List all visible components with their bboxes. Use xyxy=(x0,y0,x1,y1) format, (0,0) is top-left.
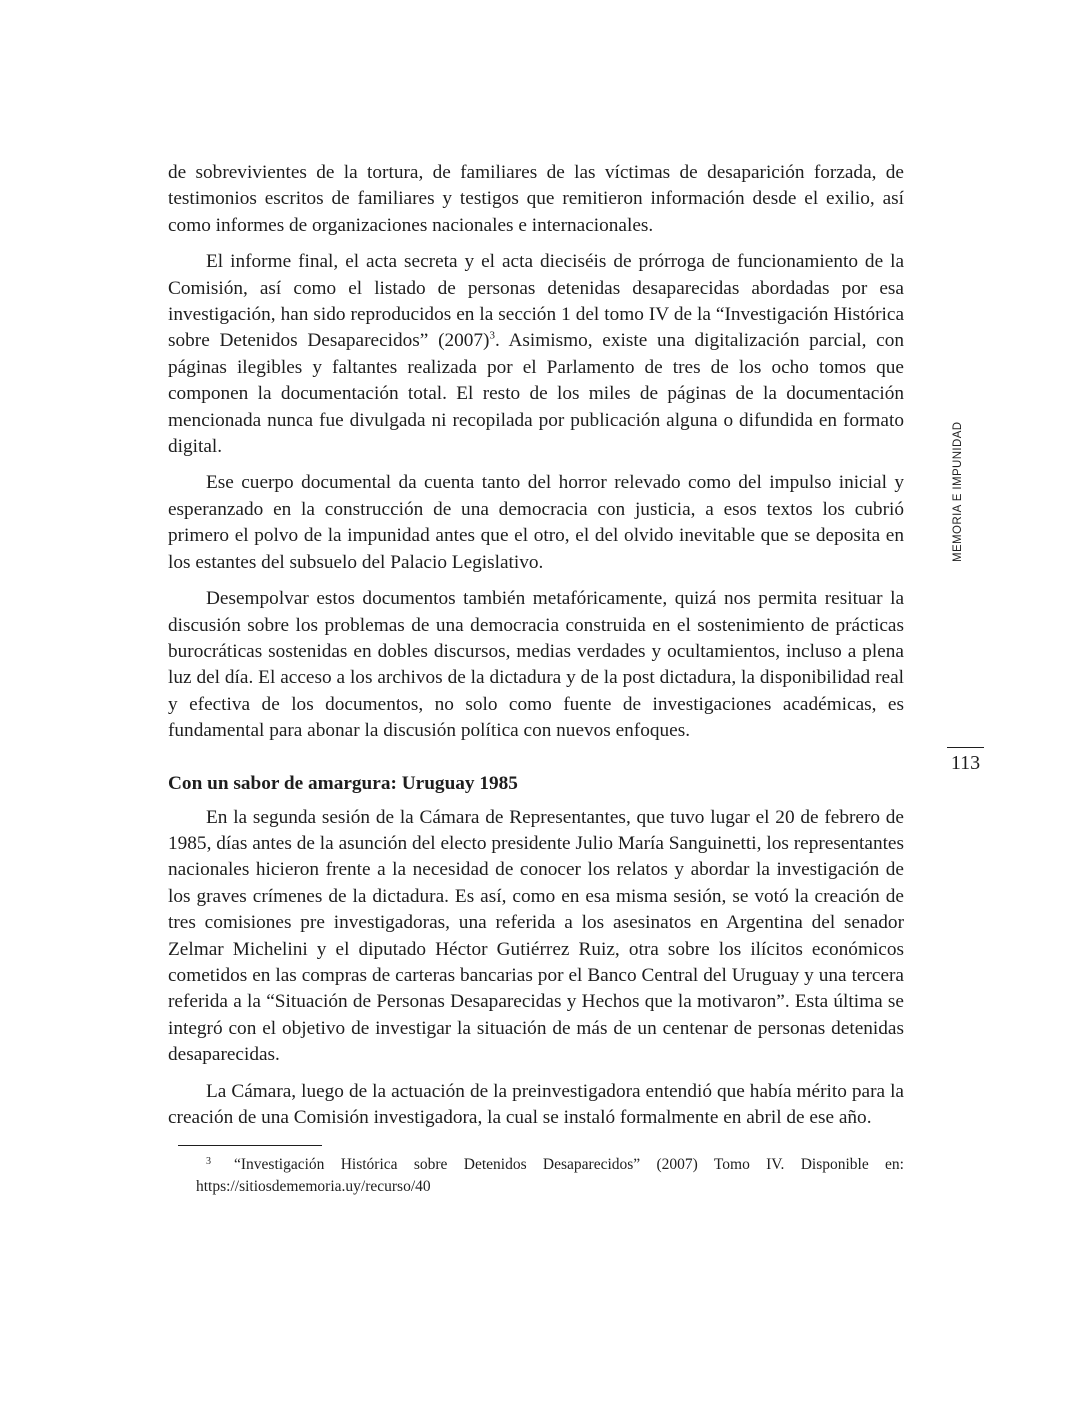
page-number-divider xyxy=(947,747,984,748)
footnote-text: “Investigación Histórica sobre Detenidos Desaparecidos” (2007) Tomo IV. Disponible en: https://sitiosdememoria.uy/recurso/40 xyxy=(196,1156,904,1196)
main-text xyxy=(168,160,904,1208)
paragraph-2 xyxy=(168,249,904,460)
paragraph-3: Ese cuerpo documental da cuenta tanto del horror relevado como del impulso inicial y esperanzado en la construcción de una democracia con justicia, a esos textos los cubrió primero el polvo de la impunidad antes que el otro, el del olvido inevitable que se deposita en los estantes del subsuelo del Palacio Legislativo. xyxy=(168,472,904,573)
footnote-divider xyxy=(178,1145,322,1146)
paragraph-1: de sobrevivientes de la tortura, de familiares de las víctimas de desaparición forzada, de testimonios escritos de familiares y testigos que remitieron información desde el exilio, así como informes de organizaciones nacionales e internacionales. xyxy=(168,162,904,236)
paragraph-6: La Cámara, luego de la actuación de la preinvestigadora entendió que había mérito para la creación de una Comisión investigadora, la cual se instaló formalmente en abril de ese año. xyxy=(168,1080,904,1128)
paragraph-2-text: El informe final, el acta secreta y el acta dieciséis de prórroga de funcionamiento de la Comisión, así como el listado de personas detenidas desaparecidas abordadas por esa investigación, han sido reproducidos en la sección 1 del tomo IV de la “Investigación Histórica sobre Detenidos Desaparecidos” (2007) xyxy=(168,251,904,352)
paragraph-4: Desempolvar estos documentos también metafóricamente, quizá nos permita resituar la discusión sobre los problemas de una democracia construida en el sostenimiento de prácticas burocráticas sostenidas en dobles discursos, medias verdades y ocultamientos, incluso a plena luz del día. El acceso a los archivos de la dictadura y de la post dictadura, la disponibilidad real y efectiva de los documentos, no solo como fuente de investigaciones académicas, es fundamental para abonar la discusión política con nuevos enfoques. xyxy=(168,588,904,742)
paragraph-5: En la segunda sesión de la Cámara de Representantes, que tuvo lugar el 20 de febrero de 1985, días antes de la asunción del electo presidente Julio María Sanguinetti, los representantes nacionales hicieron frente a la necesidad de conocer los relatos y abordar la investigación de los graves crímenes de la dictadura. Es así, como en esa misma sesión, se votó la creación de tres comisiones pre investigadoras, una referida a los asesinatos en Argentina del senador Zelmar Michelini y el diputado Héctor Gutiérrez Ruiz, otra sobre los ilícitos económicos cometidos en las compras de carteras bancarias por el Banco Central del Uruguay y una tercera referida a la “Situación de Personas Desaparecidas y Hechos que la motivaron”. Esta última se integró con el objetivo de investigar la situación de más de un centenar de personas detenidas desaparecidas. xyxy=(168,806,904,1066)
paragraph-2-continuation: . Asimismo, existe una digitalización parcial, con páginas ilegibles y faltantes realizada por el Parlamento de tres de los ocho tomos que componen la documentación total. El resto de los miles de páginas de la documentación mencionada nunca fue divulgada ni recopilada por publicación alguna o difundida en formato digital. xyxy=(168,330,904,458)
footnote-mark: 3 xyxy=(206,1156,211,1168)
footnote-reference: 3 xyxy=(489,330,495,343)
running-head: MEMORIA E IMPUNIDAD xyxy=(952,421,964,562)
page-number: 113 xyxy=(950,752,981,774)
footnote xyxy=(168,1154,904,1198)
section-heading: Con un sabor de amargura: Uruguay 1985 xyxy=(168,772,518,794)
